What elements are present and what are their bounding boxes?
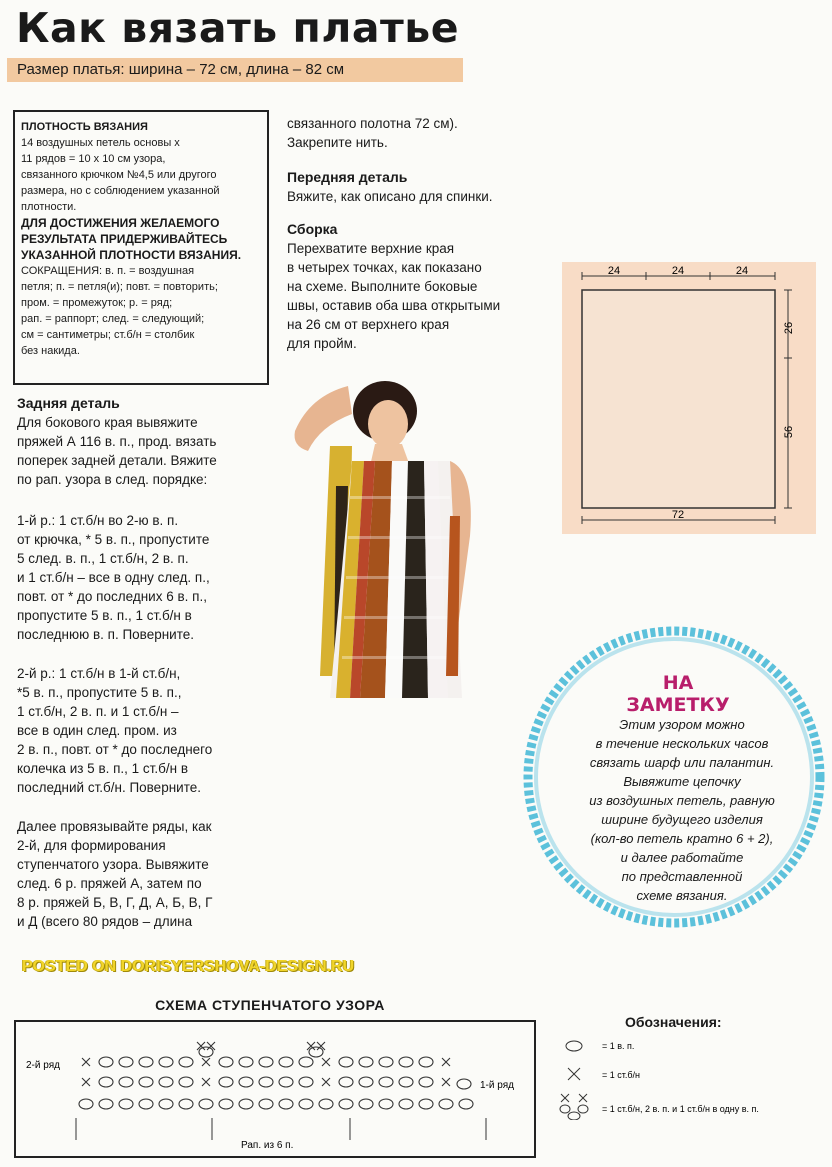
- chain-stitch-mark: [399, 1077, 413, 1087]
- text-line: и Д (всего 80 рядов – длина: [17, 914, 193, 929]
- chain-stitch-mark: [199, 1047, 213, 1057]
- front-heading: Передняя деталь: [287, 169, 408, 185]
- text-line: пропустите 5 в. п., 1 ст.б/н в: [17, 608, 192, 623]
- legend-item: = 1 ст.б/н: [602, 1070, 641, 1080]
- note-line: Этим узором можно: [619, 717, 745, 732]
- single-crochet-mark: [82, 1058, 90, 1066]
- legend-title: Обозначения:: [625, 1014, 722, 1030]
- chain-stitch-mark: [419, 1077, 433, 1087]
- text-line: Вяжите, как описано для спинки.: [287, 189, 493, 204]
- text-line: швы, оставив оба шва открытыми: [287, 298, 501, 313]
- chain-stitch-mark: [259, 1099, 273, 1109]
- chain-stitch-mark: [119, 1057, 133, 1067]
- gauge-emphasis: УКАЗАННОЙ ПЛОТНОСТИ ВЯЗАНИЯ.: [21, 248, 242, 262]
- single-crochet-mark: [322, 1078, 330, 1086]
- dim-top: 24: [735, 265, 749, 277]
- chain-stitch-mark: [159, 1057, 173, 1067]
- repeat-label: Рап. из 6 п.: [241, 1140, 294, 1151]
- chain-stitch-mark: [159, 1077, 173, 1087]
- chain-stitch-mark: [239, 1077, 253, 1087]
- chain-stitch-mark: [359, 1077, 373, 1087]
- chain-stitch-mark: [419, 1099, 433, 1109]
- text-line: связанного полотна 72 см).: [287, 116, 458, 131]
- note-line: (кол-во петель кратно 6 + 2),: [590, 831, 774, 846]
- chain-stitch-mark: [99, 1077, 113, 1087]
- text-line: Закрепите нить.: [287, 135, 388, 150]
- chain-stitch-mark: [159, 1099, 173, 1109]
- chain-stitch-mark: [139, 1099, 153, 1109]
- chain-stitch-mark: [219, 1077, 233, 1087]
- legend-item: = 1 ст.б/н, 2 в. п. и 1 ст.б/н в одну в. п.: [602, 1104, 759, 1114]
- text-line: Для бокового края вывяжите: [17, 415, 198, 430]
- text-line: 8 р. пряжей Б, В, Г, Д, А, Б, В, Г: [17, 895, 213, 910]
- note-line: и далее работайте: [620, 850, 744, 865]
- chain-stitch-mark: [379, 1057, 393, 1067]
- chain-stitch-mark: [179, 1077, 193, 1087]
- text-line: последнюю в. п. Поверните.: [17, 627, 195, 642]
- legend-item: = 1 в. п.: [602, 1041, 635, 1051]
- text-line: и 1 ст.б/н – все в одну след. п.,: [17, 570, 210, 585]
- assembly-heading: Сборка: [287, 221, 338, 237]
- text-line: 2-й р.: 1 ст.б/н в 1-й ст.б/н,: [17, 666, 181, 681]
- chain-stitch-mark: [219, 1057, 233, 1067]
- chain-stitch-mark: [239, 1057, 253, 1067]
- text-line: на схеме. Выполните боковые: [287, 279, 478, 294]
- abbr-line: пром. = промежуток; р. = ряд;: [21, 297, 173, 309]
- chain-stitch-mark: [279, 1077, 293, 1087]
- chain-stitch-mark: [339, 1077, 353, 1087]
- text-line: поперек задней детали. Вяжите: [17, 453, 217, 468]
- text-line: след. 6 р. пряжей А, затем по: [17, 876, 202, 891]
- text-line: для пройм.: [287, 336, 357, 351]
- note-line: ширине будущего изделия: [601, 812, 763, 827]
- chain-stitch-mark: [279, 1099, 293, 1109]
- chain-stitch-mark: [99, 1057, 113, 1067]
- note-title: НА ЗАМЕТКУ: [626, 672, 730, 716]
- cluster-symbol: [560, 1094, 588, 1120]
- text-line: ступенчатого узора. Вывяжите: [17, 857, 209, 872]
- chain-stitch-mark: [219, 1099, 233, 1109]
- text-line: от крючка, * 5 в. п., пропустите: [17, 532, 210, 547]
- scheme-title: СХЕМА СТУПЕНЧАТОГО УЗОРА: [155, 997, 385, 1013]
- single-crochet-mark: [442, 1058, 450, 1066]
- chain-stitch-mark: [279, 1057, 293, 1067]
- text-line: пряжей А 116 в. п., прод. вязать: [17, 434, 217, 449]
- chain-stitch-mark: [359, 1099, 373, 1109]
- text-line: колечка из 5 в. п., 1 ст.б/н в: [17, 761, 188, 776]
- text-line: 1 ст.б/н, 2 в. п. и 1 ст.б/н –: [17, 704, 179, 719]
- note-line: Вывяжите цепочку: [623, 774, 741, 789]
- chain-stitch-mark: [319, 1099, 333, 1109]
- text-line: повт. от * до последних 6 в. п.,: [17, 589, 207, 604]
- single-crochet-mark: [322, 1058, 330, 1066]
- gauge-line: 14 воздушных петель основы х: [21, 137, 180, 149]
- page-title: Как вязать платье: [16, 4, 460, 52]
- watermark-text: POSTED ON DORISYERSHOVA-DESIGN.RU: [22, 958, 355, 975]
- chain-stitch-mark: [379, 1077, 393, 1087]
- text-line: 1-й р.: 1 ст.б/н во 2-ю в. п.: [17, 513, 179, 528]
- chain-stitch-mark: [439, 1099, 453, 1109]
- single-crochet-mark: [202, 1058, 210, 1066]
- chain-stitch-mark: [339, 1057, 353, 1067]
- chain-stitch-mark: [239, 1099, 253, 1109]
- legend: [556, 1036, 826, 1120]
- chain-stitch-mark: [139, 1057, 153, 1067]
- chain-stitch-mark: [339, 1099, 353, 1109]
- dim-top: 24: [671, 265, 685, 277]
- chain-stitch-mark: [399, 1099, 413, 1109]
- single-crochet-mark: [202, 1078, 210, 1086]
- text-line: 2-й, для формирования: [17, 838, 166, 853]
- gauge-line: размера, но с соблюдением указанной: [21, 185, 220, 197]
- dress-schematic: [562, 262, 816, 534]
- gauge-line: 11 рядов = 10 х 10 см узора,: [21, 153, 166, 165]
- row-1-label: 1-й ряд: [480, 1080, 514, 1091]
- gauge-emphasis: ДЛЯ ДОСТИЖЕНИЯ ЖЕЛАЕМОГО: [21, 216, 220, 230]
- chain-stitch-mark: [179, 1057, 193, 1067]
- chain-stitch-mark: [259, 1057, 273, 1067]
- chain-stitch-mark: [79, 1099, 93, 1109]
- abbr-line: СОКРАЩЕНИЯ: в. п. = воздушная: [21, 265, 195, 277]
- text-line: на 26 см от верхнего края: [287, 317, 450, 332]
- chain-stitch-mark: [119, 1077, 133, 1087]
- note-line: связать шарф или палантин.: [589, 755, 775, 770]
- chain-stitch-symbol: [566, 1041, 582, 1051]
- chain-stitch-mark: [199, 1099, 213, 1109]
- chain-stitch-mark: [99, 1099, 113, 1109]
- chain-stitch-mark: [259, 1077, 273, 1087]
- chain-stitch-mark: [299, 1077, 313, 1087]
- stitch-scheme-diagram: [16, 1022, 534, 1156]
- chain-stitch-mark: [459, 1099, 473, 1109]
- text-line: 2 в. п., повт. от * до последнего: [17, 742, 213, 757]
- gauge-line: плотности.: [21, 201, 77, 213]
- chain-stitch-mark: [359, 1057, 373, 1067]
- model-photo: [290, 376, 495, 701]
- chain-stitch-mark: [399, 1057, 413, 1067]
- gauge-emphasis: РЕЗУЛЬТАТА ПРИДЕРЖИВАЙТЕСЬ: [21, 232, 228, 246]
- note-text: [552, 715, 812, 905]
- text-line: в четырех точках, как показано: [287, 260, 482, 275]
- chain-stitch-mark: [309, 1047, 323, 1057]
- chain-stitch-mark: [299, 1057, 313, 1067]
- chain-stitch-mark: [179, 1099, 193, 1109]
- note-line: по представленной: [621, 869, 743, 884]
- note-line: в течение нескольких часов: [595, 736, 769, 751]
- dim-top: 24: [607, 265, 621, 277]
- text-line: по рап. узора в след. порядке:: [17, 472, 208, 487]
- front-and-assembly-section: [287, 114, 537, 367]
- dim-bottom: 72: [671, 509, 685, 521]
- text-line: 5 след. в. п., 1 ст.б/н, 2 в. п.: [17, 551, 189, 566]
- text-line: все в один след. пром. из: [17, 723, 177, 738]
- chain-stitch-mark: [299, 1099, 313, 1109]
- back-piece-section: [17, 394, 279, 945]
- dim-right: 26: [783, 321, 795, 335]
- note-line: из воздушных петель, равную: [589, 793, 775, 808]
- text-line: последний ст.б/н. Поверните.: [17, 780, 201, 795]
- text-line: *5 в. п., пропустите 5 в. п.,: [17, 685, 182, 700]
- text-line: Далее провязывайте ряды, как: [17, 819, 212, 834]
- abbr-line: см = сантиметры; ст.б/н = столбик: [21, 329, 195, 341]
- single-crochet-mark: [442, 1078, 450, 1086]
- text-line: Перехватите верхние края: [287, 241, 455, 256]
- abbr-line: без накида.: [21, 345, 80, 357]
- single-crochet-mark: [82, 1078, 90, 1086]
- chain-stitch-mark: [139, 1077, 153, 1087]
- abbr-line: петля; п. = петля(и); повт. = повторить;: [21, 281, 218, 293]
- note-line: схеме вязания.: [636, 888, 728, 903]
- single-crochet-symbol: [568, 1068, 580, 1080]
- chain-stitch-mark: [119, 1099, 133, 1109]
- size-subtitle: Размер платья: ширина – 72 см, длина – 82 см: [7, 58, 463, 82]
- stitch-scheme-box: [14, 1020, 536, 1158]
- chain-stitch-mark: [379, 1099, 393, 1109]
- gauge-heading: ПЛОТНОСТЬ ВЯЗАНИЯ: [21, 121, 148, 133]
- chain-stitch-mark: [457, 1079, 471, 1089]
- back-heading: Задняя деталь: [17, 395, 120, 411]
- gauge-line: связанного крючком №4,5 или другого: [21, 169, 217, 181]
- row-2-label: 2-й ряд: [26, 1060, 60, 1071]
- dim-right: 56: [783, 425, 795, 439]
- chain-stitch-mark: [419, 1057, 433, 1067]
- abbr-line: рап. = раппорт; след. = следующий;: [21, 313, 205, 325]
- gauge-box: [13, 110, 269, 385]
